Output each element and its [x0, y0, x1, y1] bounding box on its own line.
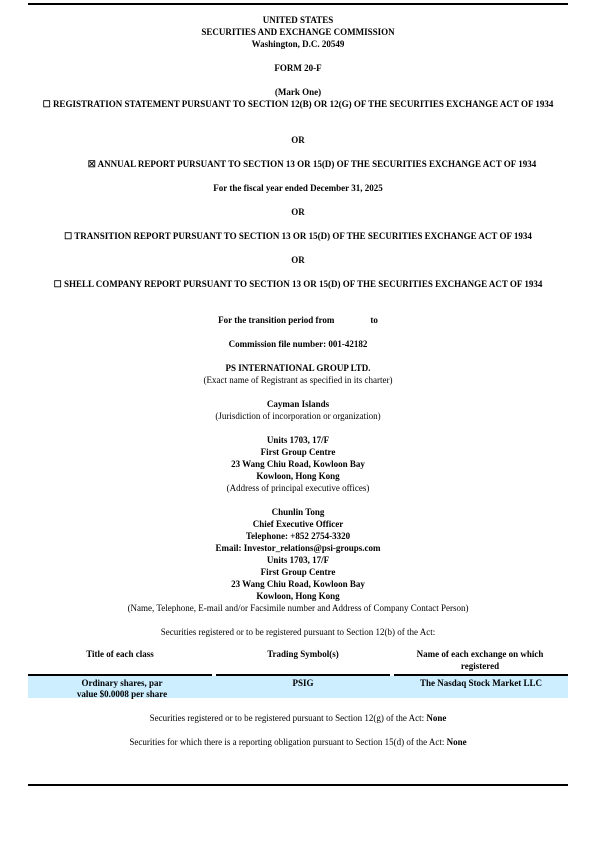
registrant-name: PS INTERNATIONAL GROUP LTD.: [225, 363, 371, 373]
cell-class-title: Ordinary shares, par value $0.0008 per share: [76, 678, 168, 699]
cell-exchange-name: The Nasdaq Stock Market LLC: [419, 678, 542, 688]
option-transition-report: [28, 231, 568, 243]
office-address-caption: (Address of principal executive offices): [226, 483, 370, 493]
cell-trading-symbol: PSIG: [292, 678, 314, 688]
contact-address-line: 23 Wang Chiu Road, Kowloon Bay: [231, 579, 365, 589]
section-12g-value: None: [426, 713, 447, 723]
section-15d-text: Securities for which there is a reporting obligation pursuant to Section 15(d) of the Act:: [129, 737, 445, 747]
column-header-title: Title of each class: [86, 649, 154, 659]
contact-title: Chief Executive Officer: [252, 519, 344, 529]
commission-file-number: Commission file number: 001-42182: [228, 339, 368, 349]
transition-period-to: to: [370, 315, 378, 325]
transition-checkbox[interactable]: ☐: [64, 231, 73, 241]
column-header-exchange: Name of each exchange on which registered: [416, 649, 544, 671]
or-separator-3: OR: [291, 255, 305, 265]
shell-label: SHELL COMPANY REPORT PURSUANT TO SECTION 13 OR 15(D) OF THE SECURITIES EXCHANGE ACT OF 1934: [63, 279, 543, 289]
section-15d-line: [28, 737, 568, 749]
jurisdiction: Cayman Islands: [266, 399, 330, 409]
or-separator-2: OR: [291, 207, 305, 217]
office-address-line: Units 1703, 17/F: [266, 435, 330, 445]
contact-name: Chunlin Tong: [271, 507, 325, 517]
jurisdiction-caption: (Jurisdiction of incorporation or organization): [215, 411, 381, 421]
column-header-symbol: Trading Symbol(s): [267, 649, 339, 659]
contact-address-line: Units 1703, 17/F: [266, 555, 330, 565]
shell-checkbox[interactable]: ☐: [53, 279, 62, 289]
transition-period-line: [28, 315, 568, 327]
contact-email: Email: Investor_relations@psi-groups.com: [215, 543, 381, 553]
section-12g-line: [28, 713, 568, 725]
transition-label: TRANSITION REPORT PURSUANT TO SECTION 13 OR 15(D) OF THE SECURITIES EXCHANGE ACT OF 1934: [74, 231, 532, 241]
registration-checkbox[interactable]: ☐: [42, 99, 51, 109]
option-annual-report: [56, 159, 568, 171]
contact-caption: (Name, Telephone, E-mail and/or Facsimile number and Address of Company Contact Person): [127, 603, 469, 613]
annual-label: ANNUAL REPORT PURSUANT TO SECTION 13 OR 15(D) OF THE SECURITIES EXCHANGE ACT OF 1934: [97, 159, 537, 169]
annual-checkbox[interactable]: ☒: [87, 159, 96, 169]
fiscal-year-line: For the fiscal year ended December 31, 2025: [213, 183, 383, 193]
country-heading: UNITED STATES: [262, 15, 334, 25]
section-12g-text: Securities registered or to be registered pursuant to Section 12(g) of the Act:: [149, 713, 425, 723]
agency-location: Washington, D.C. 20549: [251, 39, 345, 49]
transition-period-from: For the transition period from: [218, 315, 335, 325]
option-registration-statement: [28, 99, 568, 111]
contact-address-line: First Group Centre: [260, 567, 336, 577]
registrant-name-caption: (Exact name of Registrant as specified in its charter): [203, 375, 393, 385]
option-shell-company-report: [40, 279, 556, 291]
or-separator-1: OR: [291, 135, 305, 145]
office-address-line: Kowloon, Hong Kong: [256, 471, 340, 481]
agency-heading: SECURITIES AND EXCHANGE COMMISSION: [201, 27, 395, 37]
mark-one: (Mark One): [274, 87, 322, 97]
section-12b-heading: Securities registered or to be registered pursuant to Section 12(b) of the Act:: [160, 627, 436, 637]
section-15d-value: None: [446, 737, 467, 747]
office-address-line: First Group Centre: [260, 447, 336, 457]
top-rule: [28, 3, 568, 5]
form-title: FORM 20-F: [274, 63, 322, 73]
bottom-rule: [28, 784, 568, 786]
registration-label: REGISTRATION STATEMENT PURSUANT TO SECTION 12(B) OR 12(G) OF THE SECURITIES EXCHANGE ACT OF 1934: [52, 99, 554, 109]
contact-telephone: Telephone: +852 2754-3320: [245, 531, 351, 541]
contact-address-line: Kowloon, Hong Kong: [256, 591, 340, 601]
office-address-line: 23 Wang Chiu Road, Kowloon Bay: [231, 459, 365, 469]
